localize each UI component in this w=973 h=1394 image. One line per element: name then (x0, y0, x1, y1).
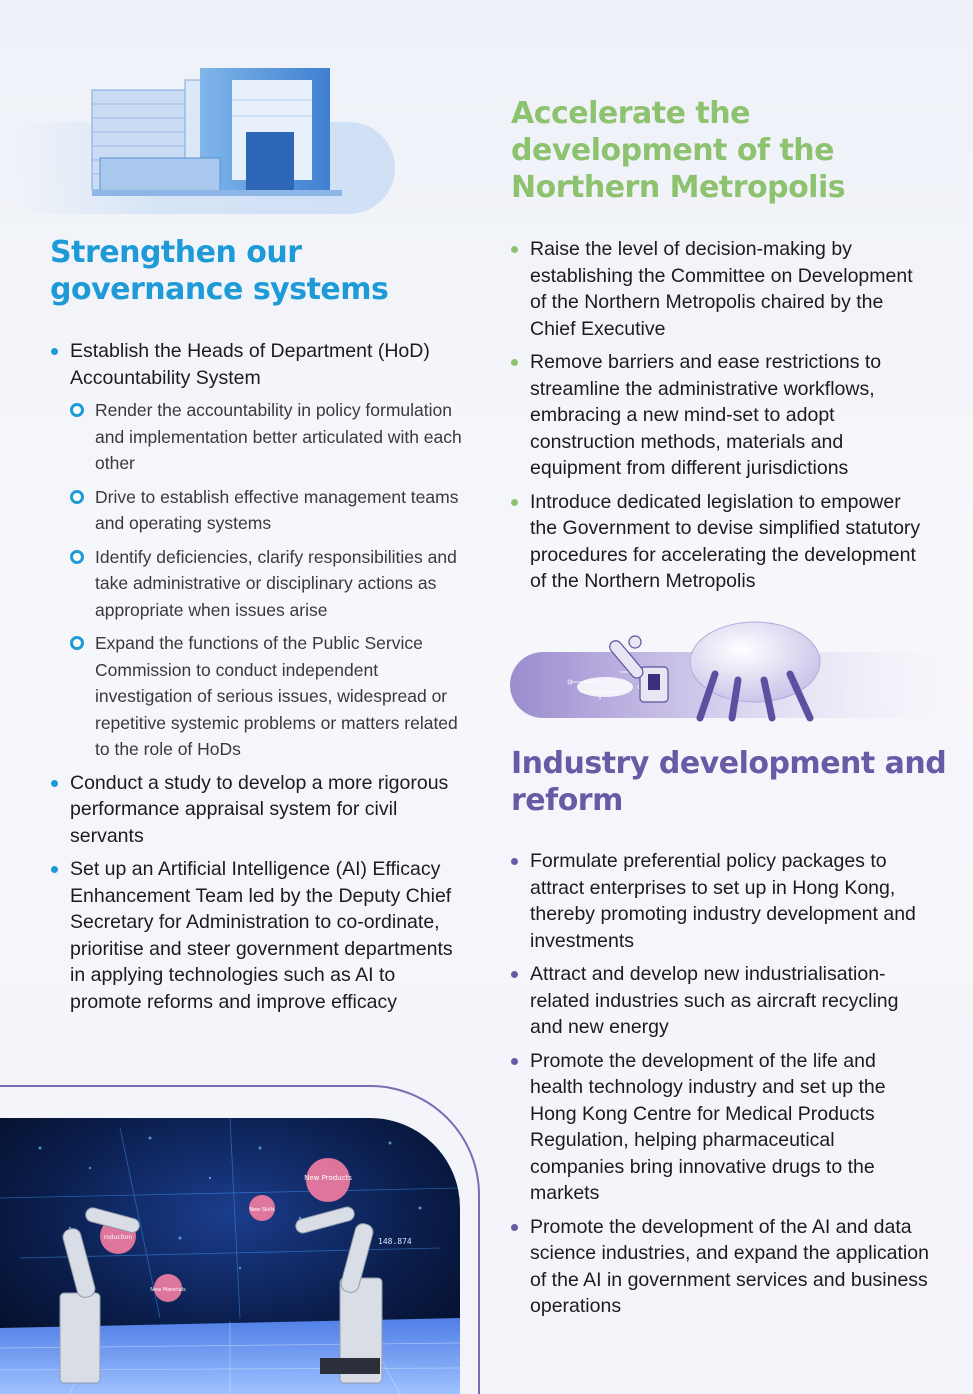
ai-bubble-text-1: New Products (304, 1174, 352, 1182)
list-item: Formulate preferential policy packages to attract enterprises to set up in Hong Kong, thereby promoting industry development and investments (530, 848, 930, 954)
governance-heading: Strengthen our governance systems (50, 235, 389, 307)
bullet-dot-icon (51, 780, 58, 787)
robot-arm-illustration (510, 612, 950, 722)
ai-robotics-image (0, 1118, 460, 1394)
bullet-dot-icon (511, 1058, 518, 1065)
list-item: Promote the development of the life and health technology industry and set up the Hong Kong Centre for Medical Products Regulation, helping pharmaceutical companies bring innovative drugs to the markets (530, 1048, 930, 1207)
ai-bubble-text-2: New Skills (249, 1207, 275, 1213)
ring-bullet-icon (70, 403, 84, 417)
ring-bullet-icon (70, 490, 84, 504)
list-item-text: Set up an Artificial Intelligence (AI) Efficacy Enhancement Team led by the Deputy Chief Secretary for Administration to co-ordinate, prioritise and steer government departments in applying technologies such as AI to promote reforms and improve efficacy (70, 858, 453, 1013)
bullet-dot-icon (511, 1224, 518, 1231)
governance-list (70, 338, 470, 1022)
bullet-dot-icon (511, 246, 518, 253)
industry-heading: Industry development and reform (511, 746, 947, 818)
list-item (70, 338, 470, 763)
list-item: Remove barriers and ease restrictions to streamline the administrative workflows, embracing a new mind-set to adopt construction methods, materials and equipment from different jurisdictions (530, 349, 930, 482)
government-building-illustration (0, 40, 400, 220)
sub-list-item: Drive to establish effective management teams and operating systems (70, 484, 470, 537)
bullet-dot-icon (51, 348, 58, 355)
list-item: Introduce dedicated legislation to empower the Government to devise simplified statutory procedures for accelerating the development of the Northern Metropolis (530, 489, 930, 595)
sub-list-item: Render the accountability in policy formulation and implementation better articulated with each other (70, 397, 470, 477)
bullet-dot-icon (511, 971, 518, 978)
ai-readout-text: 148.874 (378, 1237, 412, 1246)
ai-bubble-text-3: New Materials (150, 1287, 186, 1293)
list-item (70, 856, 470, 1015)
list-item (70, 770, 470, 850)
list-item: Attract and develop new industrialisation-related industries such as aircraft recycling and new energy (530, 961, 930, 1041)
sub-list-item: Identify deficiencies, clarify responsibilities and take administrative or disciplinary actions as appropriate when issues arise (70, 544, 470, 624)
bullet-dot-icon (511, 858, 518, 865)
northern-metropolis-heading: Accelerate the development of the Northern Metropolis (511, 96, 846, 205)
ring-bullet-icon (70, 636, 84, 650)
ring-bullet-icon (70, 550, 84, 564)
list-item: Raise the level of decision-making by establishing the Committee on Development of the Northern Metropolis chaired by the Chief Executive (530, 236, 930, 342)
list-item: Promote the development of the AI and data science industries, and expand the application of the AI in government services and business operations (530, 1214, 930, 1320)
industry-list (530, 848, 930, 1327)
ai-bubble-text-4: roduction (103, 1234, 133, 1241)
sub-list-item: Expand the functions of the Public Service Commission to conduct independent investigation of serious issues, widespread or repetitive systemic problems or matters related to the role of HoDs (70, 630, 470, 763)
bullet-dot-icon (511, 359, 518, 366)
list-item-text: Establish the Heads of Department (HoD) Accountability System (70, 340, 430, 389)
bullet-dot-icon (51, 866, 58, 873)
list-item-text: Conduct a study to develop a more rigorous performance appraisal system for civil servants (70, 771, 449, 847)
hod-sub-list (70, 397, 470, 763)
bullet-dot-icon (511, 499, 518, 506)
northern-metropolis-list (530, 236, 930, 602)
right-column (490, 0, 973, 1394)
